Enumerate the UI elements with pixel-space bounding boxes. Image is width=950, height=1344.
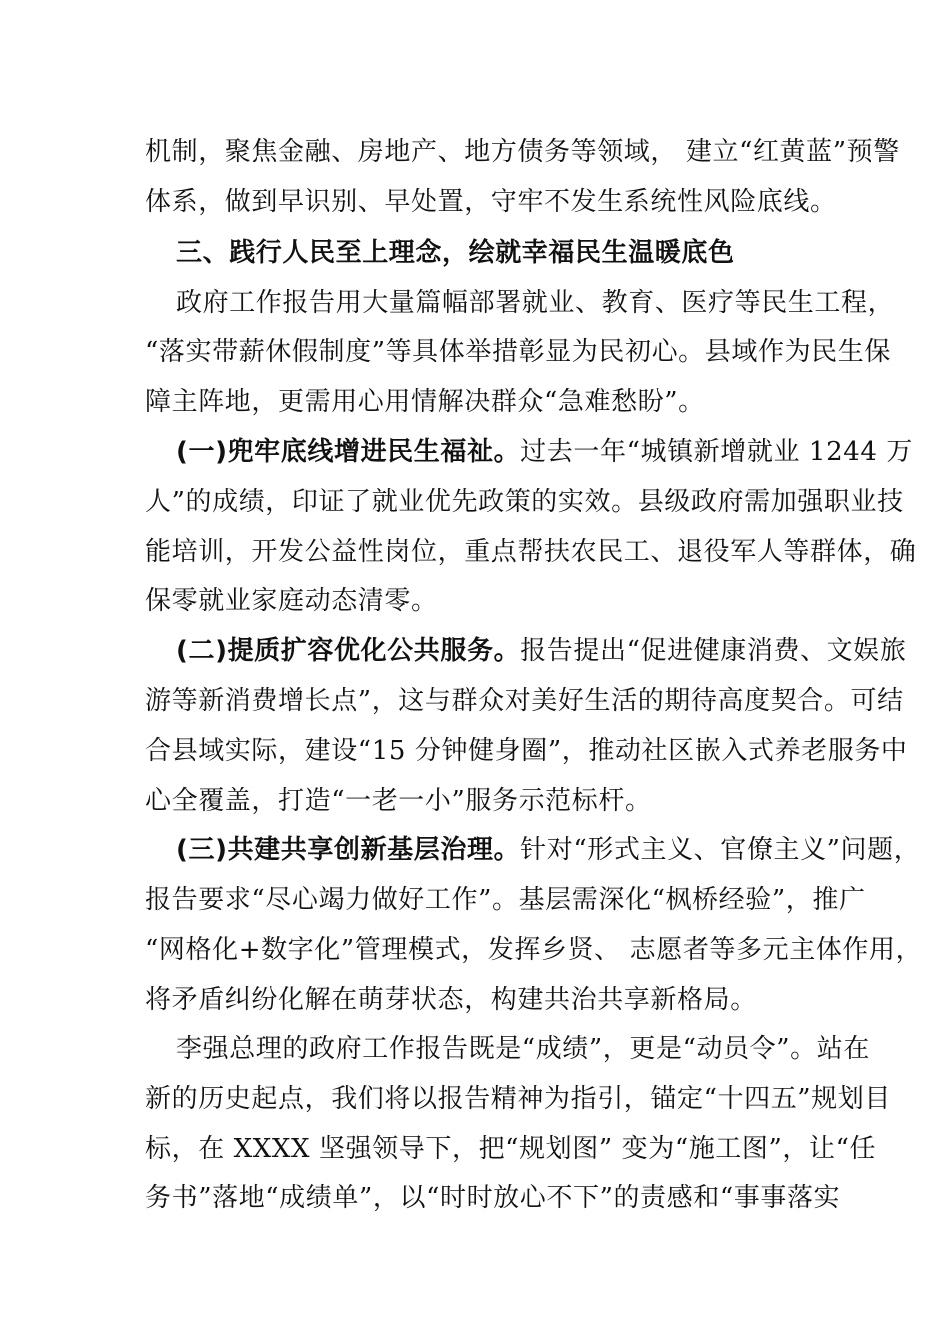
section-heading: 三、践行人民至上理念，绘就幸福民生温暖底色 <box>176 238 735 268</box>
item-lead: (三)共建共享创新基层治理。 <box>176 835 521 865</box>
paragraph-line: 机制，聚焦金融、房地产、地方债务等领域， 建立“红黄蓝”预警 <box>145 137 900 167</box>
paragraph-line: 游等新消费增长点”，这与群众对美好生活的期待高度契合。可结 <box>145 686 904 716</box>
paragraph-line: 政府工作报告用大量篇幅部署就业、教育、医疗等民生工程， <box>176 288 895 318</box>
paragraph-line: 将矛盾纠纷化解在萌芽状态，构建共治共享新格局。 <box>145 985 757 1015</box>
item-lead: (一)兜牢底线增进民生福祉。 <box>176 437 521 467</box>
item-text: 过去一年“城镇新增就业 1244 万 <box>520 437 913 467</box>
paragraph-line: 李强总理的政府工作报告既是“成绩”，更是“动员令”。站在 <box>176 1034 870 1064</box>
paragraph-line: 合县域实际，建设“15 分钟健身圈”，推动社区嵌入式养老服务中 <box>145 736 908 766</box>
paragraph-line: “网格化+数字化”管理模式，发挥乡贤、 志愿者等多元主体作用， <box>145 935 923 965</box>
paragraph-line: 标，在 XXXX 坚强领导下，把“规划图” 变为“施工图”，让“任 <box>145 1134 877 1164</box>
paragraph-line: 能培训，开发公益性岗位，重点帮扶农民工、退役军人等群体，确 <box>145 537 917 567</box>
paragraph-line: 报告要求“尽心竭力做好工作”。基层需深化“枫桥经验”，推广 <box>145 885 866 915</box>
item-first-line <box>176 634 906 668</box>
paragraph-line: “落实带薪休假制度”等具体举措彰显为民初心。县域作为民生保 <box>145 337 891 367</box>
paragraph-line: 心全覆盖，打造“一老一小”服务示范标杆。 <box>145 786 652 816</box>
paragraph-line: 务书”落地“成绩单”，以“时时放心不下”的责感和“事事落实 <box>145 1183 841 1213</box>
item-first-line <box>176 833 920 867</box>
item-text: 报告提出“促进健康消费、文娱旅 <box>520 636 907 666</box>
item-first-line <box>176 435 913 469</box>
paragraph-line: 体系，做到早识别、早处置，守牢不发生系统性风险底线。 <box>145 187 837 217</box>
item-text: 针对“形式主义、官僚主义”问题， <box>520 835 921 865</box>
paragraph-line: 保零就业家庭动态清零。 <box>145 586 438 616</box>
item-lead: (二)提质扩容优化公共服务。 <box>176 636 521 666</box>
paragraph-line: 新的历史起点，我们将以报告精神为指引，锚定“十四五”规划目 <box>145 1084 891 1114</box>
paragraph-line: 人”的成绩，印证了就业优先政策的实效。县级政府需加强职业技 <box>145 487 904 517</box>
paragraph-line: 障主阵地，更需用心用情解决群众“急难愁盼”。 <box>145 387 705 417</box>
